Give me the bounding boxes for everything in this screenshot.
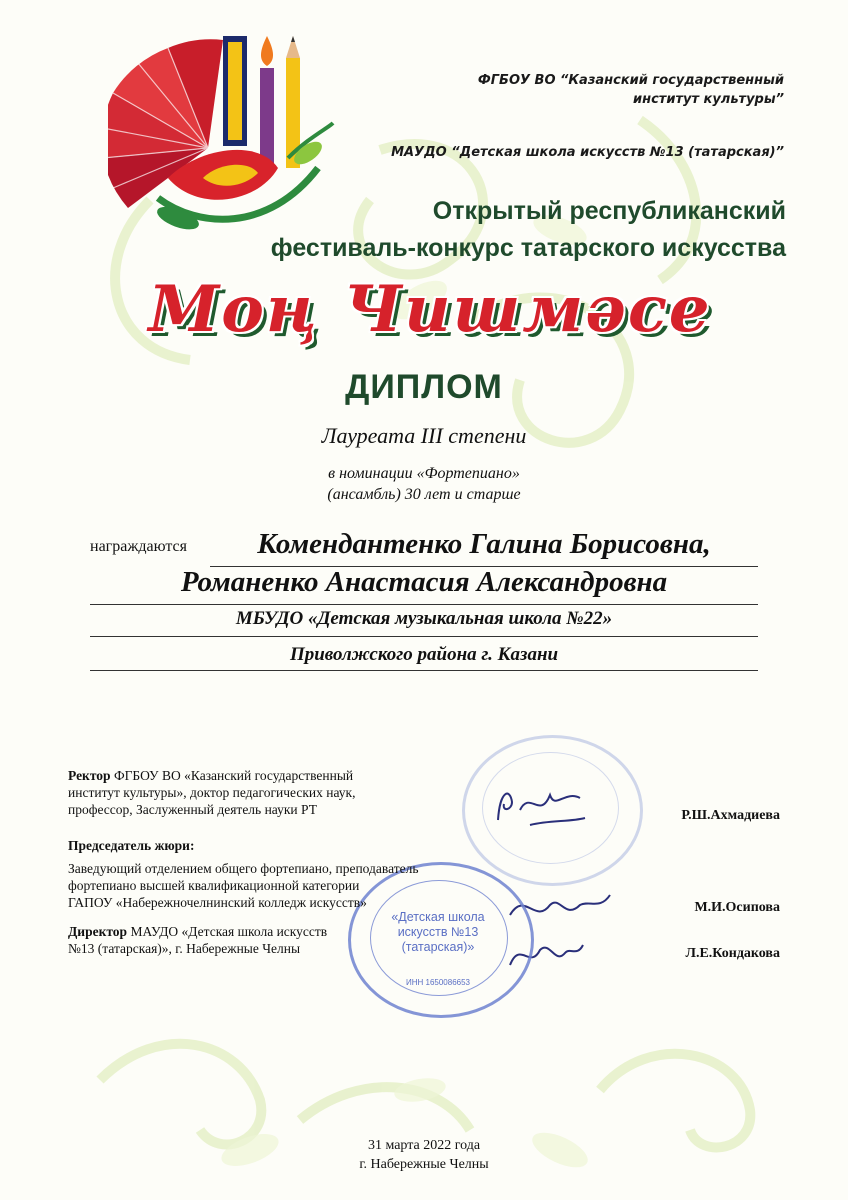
rector-text-3: профессор, Заслуженный деятель науки РТ (68, 802, 317, 817)
festival-title-line2: фестиваль-конкурс татарского искусства (270, 234, 786, 262)
org-header-2: МАУДО “Детская школа искусств №13 (татарская)” (391, 145, 784, 160)
director-name: Л.Е.Кондакова (685, 946, 780, 961)
footer-date: 31 марта 2022 года (367, 1138, 481, 1153)
seal-text-line3: (татарская)» (401, 940, 475, 954)
org1-line2: институт культуры” (633, 92, 784, 107)
jury-text-3: ГАПОУ «Набережночелнинский колледж искусств» (68, 895, 367, 910)
org-header-1 (424, 71, 784, 109)
seal-text-line2: искусств №13 (397, 925, 479, 939)
director-text-1: МАУДО «Детская школа искусств (127, 924, 328, 939)
rector-text-2: институт культуры», доктор педагогических наук, (68, 785, 356, 800)
awardee-name-1: Комендантенко Галина Борисовна, (210, 528, 758, 567)
nomination (0, 463, 848, 505)
seal-inn: ИНН 1650086653 (405, 978, 471, 987)
festival-brand-lettering: Моң Чишмәсе (148, 272, 712, 347)
nomination-line2: (ансамбль) 30 лет и старше (327, 486, 521, 503)
nomination-line1: в номинации «Фортепиано» (328, 465, 520, 482)
festival-title (186, 193, 786, 267)
school-line-2: Приволжского района г. Казани (90, 644, 758, 671)
awardee-name-2: Романенко Анастасия Александровна (90, 566, 758, 605)
director-text-2: №13 (татарская)», г. Набережные Челны (68, 941, 301, 956)
seal-text-line1: «Детская школа (391, 910, 485, 924)
jury-text-2: фортепиано высшей квалификационной категории (68, 878, 360, 893)
footer-city: г. Набережные Челны (359, 1157, 489, 1172)
laureate-degree: Лауреата III степени (321, 423, 527, 448)
org1-line1: ФГБОУ ВО “Казанский государственный (477, 73, 784, 88)
festival-title-line1: Открытый республиканский (432, 197, 786, 225)
jury-chair-name: М.И.Осипова (694, 900, 780, 915)
director-block (68, 923, 428, 957)
school-line-1: МБУДО «Детская музыкальная школа №22» (90, 608, 758, 637)
director-label: Директор (68, 924, 128, 939)
jury-label: Председатель жюри: (68, 838, 195, 853)
rector-block (68, 767, 428, 818)
rector-text-1: ФГБОУ ВО «Казанский государственный (110, 768, 354, 783)
diploma-title: ДИПЛОМ (345, 368, 503, 406)
footer (0, 1136, 848, 1174)
jury-text-1: Заведующий отделением общего фортепиано, преподаватель (68, 861, 419, 876)
jury-block (68, 837, 468, 911)
rector-name: Р.Ш.Ахмадиева (681, 808, 780, 823)
rector-signature (490, 780, 590, 840)
awarded-label: награждаются (90, 538, 188, 555)
rector-label: Ректор (68, 768, 111, 783)
